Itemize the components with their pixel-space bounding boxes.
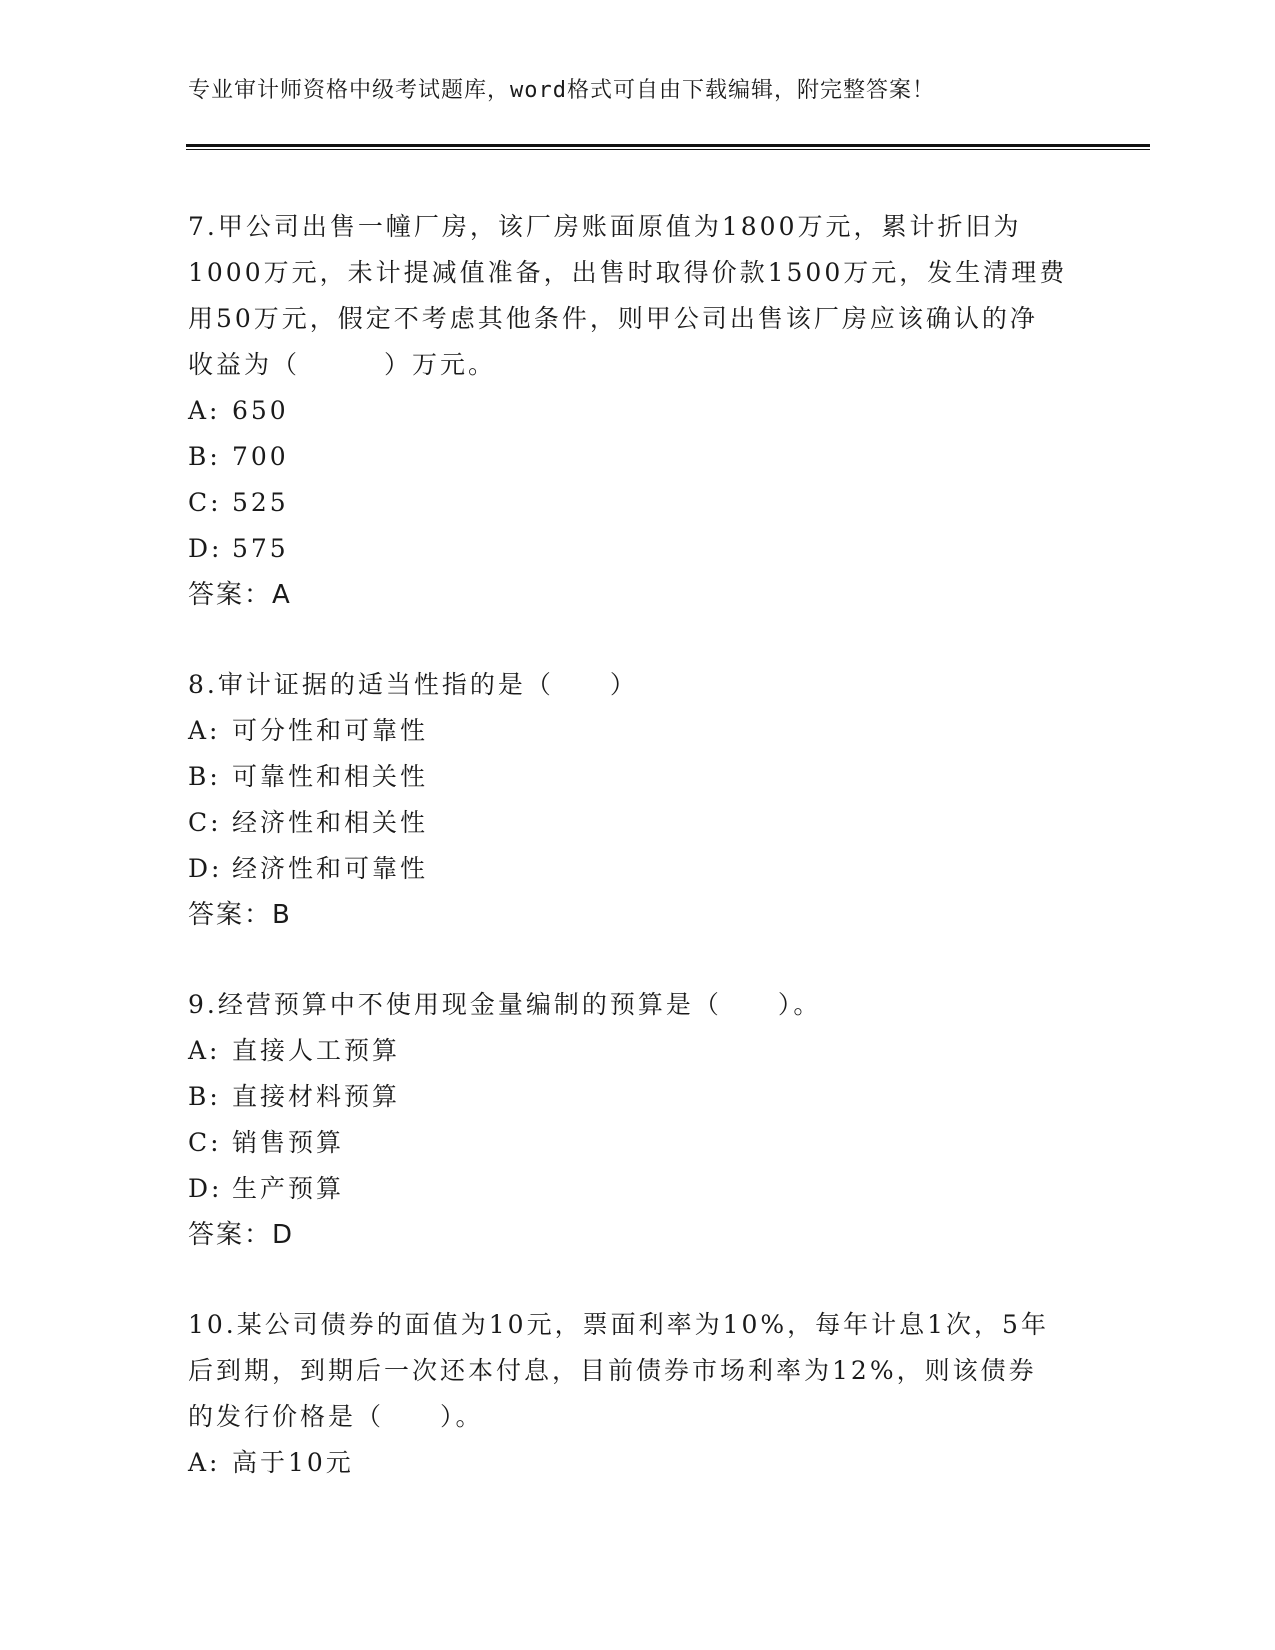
page-header: 专业审计师资格中级考试题库，word格式可自由下载编辑，附完整答案！ xyxy=(188,78,935,103)
option-text: 575 xyxy=(232,534,289,563)
answer-line: 答案：B xyxy=(188,900,292,930)
question-9 xyxy=(188,982,1088,1258)
question-stem-line: 收益为（ ）万元。 xyxy=(188,350,497,379)
option-d xyxy=(188,526,1088,572)
question-stem-line: 7.甲公司出售一幢厂房，该厂房账面原值为1800万元，累计折旧为 xyxy=(188,212,1022,241)
question-stem-line: 8.审计证据的适当性指的是（ ） xyxy=(188,670,638,699)
option-text: 高于10元 xyxy=(232,1448,354,1477)
option-label: B: xyxy=(188,442,221,471)
option-text: 直接材料预算 xyxy=(232,1082,401,1111)
option-label: A: xyxy=(188,1448,221,1477)
question-stem-line: 后到期，到期后一次还本付息，目前债券市场利率为12%，则该债券 xyxy=(188,1356,1037,1385)
option-a xyxy=(188,1440,1088,1486)
option-a xyxy=(188,388,1088,434)
option-c xyxy=(188,480,1088,526)
question-7 xyxy=(188,204,1088,618)
question-stem-line: 的发行价格是（ ）。 xyxy=(188,1402,484,1431)
option-label: A: xyxy=(188,396,221,425)
option-text: 销售预算 xyxy=(232,1128,345,1157)
option-text: 可靠性和相关性 xyxy=(232,762,429,791)
header-divider xyxy=(186,144,1150,147)
question-stem-line: 10.某公司债券的面值为10元，票面利率为10%，每年计息1次，5年 xyxy=(188,1310,1049,1339)
option-a xyxy=(188,708,1088,754)
option-label: B: xyxy=(188,762,221,791)
answer-line: 答案：D xyxy=(188,1220,295,1250)
option-c xyxy=(188,800,1088,846)
question-10 xyxy=(188,1302,1088,1486)
question-stem-line: 1000万元，未计提减值准备，出售时取得价款1500万元，发生清理费 xyxy=(188,258,1068,287)
option-text: 经济性和相关性 xyxy=(232,808,429,837)
question-stem-line: 9.经营预算中不使用现金量编制的预算是（ ）。 xyxy=(188,990,822,1019)
question-8 xyxy=(188,662,1088,938)
option-label: C: xyxy=(188,1128,222,1157)
option-label: C: xyxy=(188,488,222,517)
option-text: 700 xyxy=(232,442,289,471)
option-b xyxy=(188,434,1088,480)
option-d xyxy=(188,846,1088,892)
option-label: A: xyxy=(188,716,221,745)
option-text: 可分性和可靠性 xyxy=(232,716,429,745)
option-text: 525 xyxy=(232,488,289,517)
option-label: D: xyxy=(188,854,223,883)
header-divider-thin xyxy=(186,149,1150,150)
option-c xyxy=(188,1120,1088,1166)
option-text: 生产预算 xyxy=(232,1174,345,1203)
question-stem-line: 用50万元，假定不考虑其他条件，则甲公司出售该厂房应该确认的净 xyxy=(188,304,1038,333)
option-label: B: xyxy=(188,1082,221,1111)
option-text: 经济性和可靠性 xyxy=(232,854,429,883)
option-text: 直接人工预算 xyxy=(232,1036,401,1065)
option-label: D: xyxy=(188,1174,223,1203)
option-b xyxy=(188,754,1088,800)
answer-line: 答案：A xyxy=(188,580,292,610)
option-text: 650 xyxy=(232,396,289,425)
option-a xyxy=(188,1028,1088,1074)
option-label: C: xyxy=(188,808,222,837)
option-b xyxy=(188,1074,1088,1120)
option-d xyxy=(188,1166,1088,1212)
option-label: D: xyxy=(188,534,223,563)
question-list xyxy=(188,204,1088,1530)
option-label: A: xyxy=(188,1036,221,1065)
